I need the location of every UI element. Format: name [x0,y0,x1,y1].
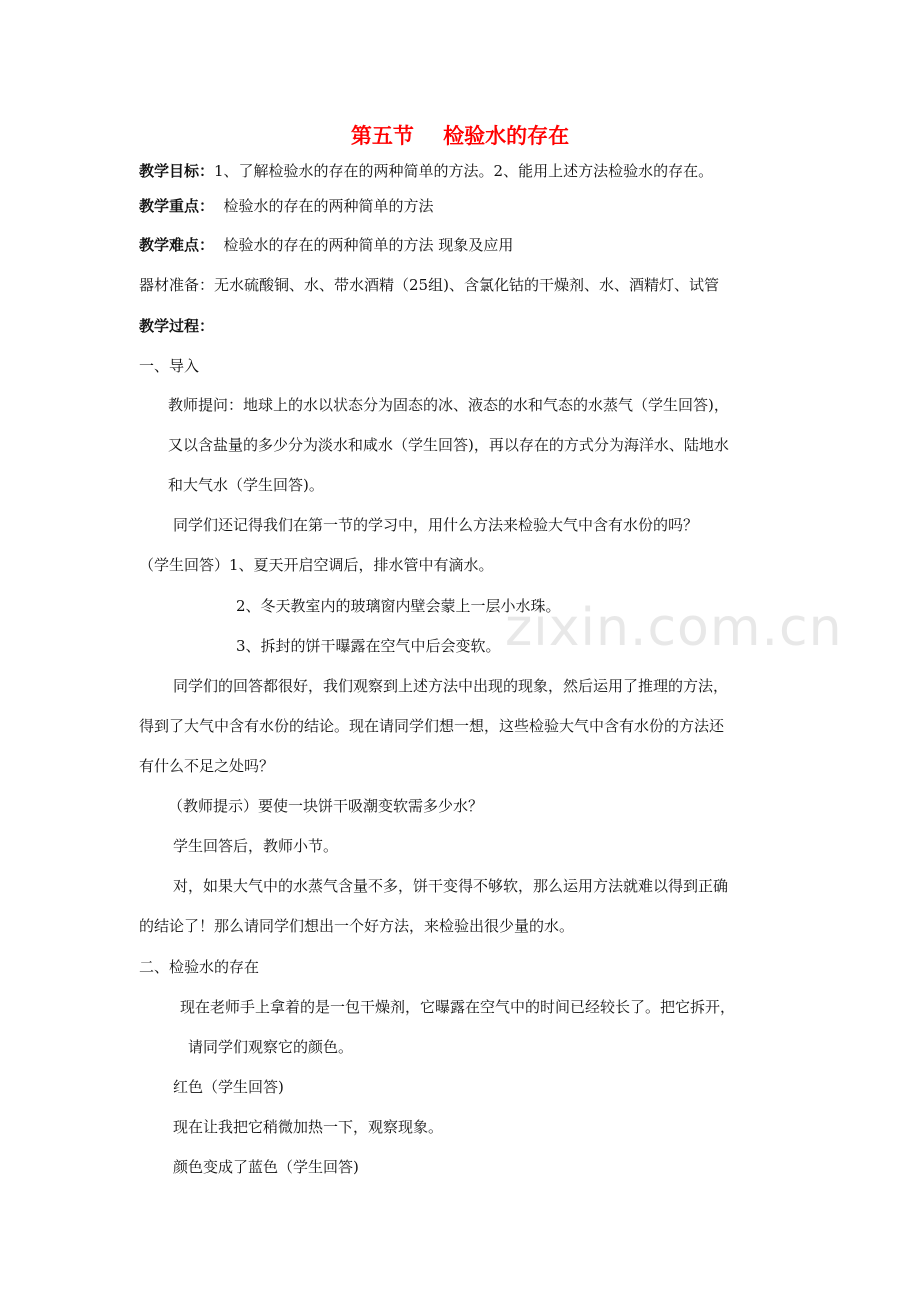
paragraph-line: （学生回答）1、夏天开启空调后，排水管中有滴水。 [139,556,494,574]
equipment-list [139,275,719,295]
paragraph-line: 颜色变成了蓝色（学生回答) [173,1158,359,1176]
paragraph-line: 又以含盐量的多少分为淡水和咸水（学生回答)，再以存在的方式分为海洋水、陆地水 [168,436,729,454]
paragraph-line: 的结论了！那么请同学们想出一个好方法，来检验出很少量的水。 [139,917,575,935]
paragraph-line: 对，如果大气中的水蒸气含量不多，饼干变得不够软，那么运用方法就难以得到正确 [173,877,729,895]
list-item: 2、冬天教室内的玻璃窗内壁会蒙上一层小水珠。 [236,597,561,615]
paragraph-line: 红色（学生回答) [173,1078,284,1096]
paragraph-line: 同学们还记得我们在第一节的学习中，用什么方法来检验大气中含有水份的吗？ [173,516,699,534]
paragraph-line: 得到了大气中含有水份的结论。现在请同学们想一想，这些检验大气中含有水份的方法还 [139,717,725,735]
paragraph-line: 现在让我把它稍微加热一下，观察现象。 [173,1118,444,1136]
watermark: zixin.com.cn [505,598,843,658]
field-value: 检验水的存在的两种简单的方法 现象及应用 [214,236,514,254]
process-heading: 教学过程： [139,317,215,335]
paragraph-line: 学生回答后，教师小节。 [173,837,339,855]
paragraph-line: 和大气水（学生回答)。 [168,476,324,494]
paragraph-line: 请同学们观察它的颜色。 [188,1038,354,1056]
paragraph-line: 有什么不足之处吗？ [139,757,275,775]
section-heading: 一、导入 [139,357,200,375]
paragraph-line: 同学们的回答都很好，我们观察到上述方法中出现的现象，然后运用了推理的方法， [173,677,729,695]
field-value: 检验水的存在的两种简单的方法 [214,197,434,215]
field-label: 教学重点： [139,197,215,215]
page-title: 第五节 检验水的存在 [350,124,570,148]
teaching-focus [139,196,434,216]
field-value: 1、了解检验水的存在的两种简单的方法。2、能用上述方法检验水的存在。 [214,162,714,180]
section-heading: 二、检验水的存在 [139,958,260,976]
field-label: 教学目标： [139,162,215,180]
teaching-difficulty [139,235,513,255]
paragraph-line: 教师提问：地球上的水以状态分为固态的冰、液态的水和气态的水蒸气（学生回答)， [168,396,729,414]
field-label: 教学难点： [139,236,215,254]
paragraph-line: 现在老师手上拿着的是一包干燥剂，它曝露在空气中的时间已经较长了。把它拆开， [180,998,736,1016]
field-value: 器材准备：无水硫酸铜、水、带水酒精（25组)、含氯化钴的干燥剂、水、酒精灯、试管 [139,276,719,294]
list-item: 3、拆封的饼干曝露在空气中后会变软。 [236,637,501,655]
paragraph-line: （教师提示）要使一块饼干吸潮变软需多少水？ [168,797,484,815]
teaching-objective [139,161,713,181]
